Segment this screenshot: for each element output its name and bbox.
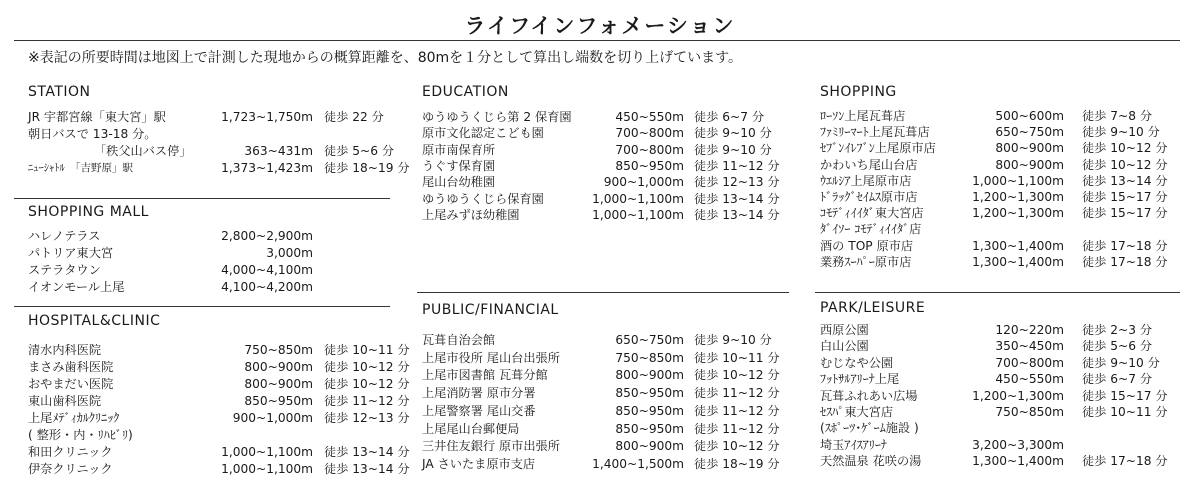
shopping-section (820, 84, 897, 100)
park-walk-time: 徒歩 15~17 分 (1082, 388, 1168, 403)
park-row (820, 453, 1182, 470)
education-name: 尾山台幼稚園 (422, 175, 496, 190)
shopping-row (820, 205, 1182, 222)
station-section (28, 84, 390, 100)
shopping-row (820, 173, 1182, 190)
park-name: 西原公園 (820, 323, 869, 337)
shopping-name: ﾛｰｿﾝ上尾瓦葺店 (820, 109, 906, 123)
mall-row (28, 228, 424, 245)
park-row (820, 388, 1182, 405)
mall-row (28, 245, 424, 262)
education-distance: 1,000~1,100m (592, 207, 684, 222)
station-distance: 1,723~1,750m (221, 110, 313, 124)
education-row (422, 158, 794, 175)
station-row (28, 143, 424, 160)
education-divider (417, 292, 789, 293)
station-divider (14, 198, 390, 199)
shopping-walk-time: 徒歩 13~14 分 (1082, 173, 1168, 188)
hospital-name: 東山歯科医院 (28, 394, 102, 408)
mall-name: ハレノテラス (28, 229, 101, 243)
public-row (422, 438, 794, 455)
park-distance: 750~850m (995, 405, 1064, 419)
education-name: 原市文化認定こども園 (422, 126, 544, 141)
station-name: JR 宇都宮線「東大宮」駅 (28, 110, 166, 124)
park-walk-time: 徒歩 17~18 分 (1082, 454, 1168, 469)
education-walk-time: 徒歩 9~10 分 (694, 142, 772, 157)
education-distance: 850~950m (615, 158, 684, 173)
public-name: 三井住友銀行 原市出張所 (422, 439, 560, 454)
education-walk-time: 徒歩 11~12 分 (694, 158, 780, 173)
station-walk-time: 徒歩 18~19 分 (324, 161, 410, 175)
mall-name: パトリア東大宮 (28, 246, 114, 260)
distance-note: ※表記の所要時間は地図上で計測した現地からの概算距離を、80mを１分として算出し端数を切り上げています。 (28, 50, 743, 66)
shopping-row (820, 189, 1182, 206)
education-distance: 700~800m (615, 126, 684, 141)
park-row (820, 338, 1182, 355)
park-distance: 1,300~1,400m (972, 454, 1064, 469)
park-distance: 1,200~1,300m (972, 388, 1064, 403)
education-row (422, 174, 794, 191)
mall-name: ステラタウン (28, 263, 101, 277)
education-walk-time: 徒歩 13~14 分 (694, 191, 780, 206)
hospital-distance: 800~900m (244, 377, 313, 391)
hospital-distance: 1,000~1,100m (221, 445, 313, 459)
education-walk-time: 徒歩 9~10 分 (694, 126, 772, 141)
public-row (422, 421, 794, 438)
park-row (820, 322, 1182, 339)
mall-section (28, 204, 149, 220)
shopping-distance: 500~600m (995, 109, 1064, 123)
station-walk-time: 徒歩 5~6 分 (324, 144, 395, 158)
hospital-name: 伊奈クリニック (28, 462, 113, 476)
hospital-walk-time: 徒歩 10~12 分 (324, 377, 410, 391)
public-row (422, 350, 794, 367)
shopping-walk-time: 徒歩 10~12 分 (1082, 141, 1168, 156)
station-distance: 363~431m (244, 144, 313, 158)
shopping-distance: 1,200~1,300m (972, 190, 1064, 204)
education-distance: 450~550m (615, 110, 684, 124)
hospital-heading: HOSPITAL&CLINIC (28, 313, 161, 329)
hospital-walk-time: 徒歩 11~12 分 (324, 394, 410, 408)
education-name: 原市南保育所 (422, 142, 496, 157)
shopping-walk-time: 徒歩 10~12 分 (1082, 157, 1168, 172)
public-row (422, 403, 794, 420)
hospital-row (28, 444, 424, 461)
park-row (820, 437, 1182, 454)
park-name: ｾｽﾊﾟ東大宮店 (820, 405, 894, 419)
public-walk-time: 徒歩 11~12 分 (694, 386, 780, 401)
shopping-distance: 1,200~1,300m (972, 206, 1064, 221)
public-distance: 800~900m (615, 439, 684, 454)
education-name: 上尾みずほ幼稚園 (422, 207, 520, 222)
public-walk-time: 徒歩 10~12 分 (694, 368, 780, 383)
shopping-row (820, 221, 1182, 238)
park-walk-time: 徒歩 9~10 分 (1082, 355, 1160, 370)
public-distance: 850~950m (615, 421, 684, 436)
park-name: むじなや公園 (820, 355, 894, 370)
park-walk-time: 徒歩 2~3 分 (1082, 323, 1153, 337)
hospital-name: おやまだい医院 (28, 377, 114, 391)
hospital-section (28, 313, 160, 329)
shopping-heading: SHOPPING (820, 84, 897, 100)
park-distance: 450~550m (995, 372, 1064, 387)
public-row (422, 456, 794, 473)
public-name: 上尾市役所 尾山台出張所 (422, 350, 560, 365)
station-walk-time: 徒歩 22 分 (324, 110, 384, 124)
public-distance: 850~950m (615, 386, 684, 401)
public-walk-time: 徒歩 18~19 分 (694, 456, 780, 471)
education-row (422, 109, 794, 126)
hospital-row (28, 359, 424, 376)
hospital-row (28, 393, 424, 410)
hospital-distance: 800~900m (244, 360, 313, 374)
station-heading: STATION (28, 84, 91, 100)
public-section (422, 302, 559, 318)
hospital-row (28, 410, 424, 427)
public-row (422, 332, 794, 349)
shopping-row (820, 254, 1182, 271)
public-distance: 1,400~1,500m (592, 456, 684, 471)
shopping-distance: 800~900m (995, 141, 1064, 156)
education-distance: 900~1,000m (603, 175, 684, 190)
mall-name: イオンモール上尾 (28, 280, 125, 294)
public-distance: 750~850m (615, 350, 684, 365)
park-distance: 3,200~3,300m (972, 437, 1064, 452)
public-name: 上尾尾山台郵便局 (422, 421, 520, 436)
park-name: 白山公園 (820, 339, 869, 354)
education-row (422, 125, 794, 142)
public-distance: 800~900m (615, 368, 684, 383)
mall-distance: 2,800~2,900m (221, 229, 313, 243)
public-row (422, 385, 794, 402)
shopping-walk-time: 徒歩 15~17 分 (1082, 190, 1168, 204)
shopping-name: ｺﾓﾃﾞｨｲｲﾀﾞ東大宮店 (820, 206, 924, 221)
public-name: 上尾警察署 尾山交番 (422, 403, 536, 418)
shopping-walk-time: 徒歩 9~10 分 (1082, 125, 1160, 140)
hospital-row (28, 427, 424, 444)
park-row (820, 404, 1182, 421)
mall-distance: 4,100~4,200m (221, 280, 313, 294)
hospital-row (28, 376, 424, 393)
park-name: (ｽﾎﾟｰﾂ･ｹﾞｰﾑ施設 ) (820, 421, 919, 436)
park-walk-time: 徒歩 10~11 分 (1082, 405, 1168, 419)
shopping-distance: 1,000~1,100m (972, 173, 1064, 188)
hospital-walk-time: 徒歩 13~14 分 (324, 462, 410, 476)
page-title: ライフインフォメーション (464, 14, 736, 38)
hospital-distance: 1,000~1,100m (221, 462, 313, 476)
public-walk-time: 徒歩 10~11 分 (694, 350, 780, 365)
shopping-name: 酒の TOP 原市店 (820, 238, 914, 253)
park-distance: 700~800m (995, 355, 1064, 370)
shopping-row (820, 238, 1182, 255)
public-name: 上尾市図書館 瓦葺分館 (422, 368, 548, 383)
education-distance: 700~800m (615, 142, 684, 157)
hospital-walk-time: 徒歩 10~11 分 (324, 343, 410, 357)
shopping-name: ﾀﾞｲｿｰ ｺﾓﾃﾞｨｲｲﾀﾞ店 (820, 222, 922, 237)
park-distance: 120~220m (995, 323, 1064, 337)
public-row (422, 367, 794, 384)
mall-divider (14, 306, 390, 307)
station-row (28, 160, 424, 177)
title-divider (14, 40, 1180, 41)
station-name: 「秩父山バス停」 (94, 144, 192, 158)
public-walk-time: 徒歩 10~12 分 (694, 439, 780, 454)
station-name: 朝日バスで 13-18 分。 (28, 127, 157, 141)
shopping-divider (815, 292, 1180, 293)
education-heading: EDUCATION (422, 84, 509, 100)
public-name: 上尾消防署 原市分署 (422, 386, 536, 401)
shopping-name: 業務ｽｰﾊﾟｰ原市店 (820, 254, 912, 269)
public-distance: 650~750m (615, 333, 684, 347)
education-row (422, 207, 794, 224)
shopping-distance: 800~900m (995, 157, 1064, 172)
shopping-row (820, 108, 1182, 125)
public-heading: PUBLIC/FINANCIAL (422, 302, 559, 318)
hospital-walk-time: 徒歩 12~13 分 (324, 411, 410, 425)
hospital-distance: 900~1,000m (232, 411, 313, 425)
park-name: 埼玉ｱｲｽｱﾘｰﾅ (820, 437, 888, 452)
shopping-walk-time: 徒歩 17~18 分 (1082, 238, 1168, 253)
education-section (422, 84, 509, 100)
public-name: 瓦葺自治会館 (422, 333, 496, 347)
hospital-walk-time: 徒歩 13~14 分 (324, 445, 410, 459)
station-row (28, 109, 424, 126)
education-name: うぐす保育園 (422, 158, 496, 173)
station-name: ﾆｭｰｼｬﾄﾙ 「吉野原」駅 (28, 162, 133, 174)
shopping-name: ｾﾌﾞﾝｲﾚﾌﾞﾝ上尾原市店 (820, 141, 936, 156)
public-name: JA さいたま原市支店 (422, 456, 536, 471)
public-walk-time: 徒歩 11~12 分 (694, 403, 780, 418)
shopping-walk-time: 徒歩 7~8 分 (1082, 109, 1153, 123)
shopping-name: かわいち尾山台店 (820, 157, 918, 172)
park-walk-time: 徒歩 5~6 分 (1082, 339, 1153, 354)
mall-distance: 3,000m (266, 246, 313, 260)
park-name: ﾌｯﾄｻﾙｱﾘｰﾅ上尾 (820, 372, 900, 387)
shopping-distance: 650~750m (995, 125, 1064, 140)
mall-heading: SHOPPING MALL (28, 204, 149, 220)
hospital-name: 上尾ﾒﾃﾞｨｶﾙｸﾘﾆｯｸ (28, 411, 120, 425)
park-heading: PARK/LEISURE (820, 300, 926, 316)
shopping-distance: 1,300~1,400m (972, 254, 1064, 269)
education-walk-time: 徒歩 13~14 分 (694, 207, 780, 222)
park-name: 天然温泉 花咲の湯 (820, 454, 922, 469)
shopping-row (820, 157, 1182, 174)
shopping-name: ﾌｧﾐﾘｰﾏｰﾄ上尾瓦葺店 (820, 125, 930, 140)
education-name: ゆうゆうくじら第 2 保育園 (422, 110, 572, 124)
mall-row (28, 279, 424, 296)
education-walk-time: 徒歩 6~7 分 (694, 110, 765, 124)
mall-row (28, 262, 424, 279)
education-name: ゆうゆうくじら保育園 (422, 191, 544, 206)
park-row (820, 371, 1182, 388)
mall-distance: 4,000~4,100m (221, 263, 313, 277)
hospital-name: 清水内科医院 (28, 343, 102, 357)
shopping-row (820, 124, 1182, 141)
park-distance: 350~450m (995, 339, 1064, 354)
shopping-name: ﾄﾞﾗｯｸﾞｾｲﾑｽ原市店 (820, 190, 918, 204)
education-row (422, 191, 794, 208)
education-walk-time: 徒歩 12~13 分 (694, 175, 780, 190)
hospital-row (28, 461, 424, 478)
hospital-name: 和田クリニック (28, 445, 113, 459)
hospital-name: まさみ歯科医院 (28, 360, 114, 374)
hospital-distance: 850~950m (244, 394, 313, 408)
education-distance: 1,000~1,100m (592, 191, 684, 206)
park-row (820, 355, 1182, 372)
shopping-distance: 1,300~1,400m (972, 238, 1064, 253)
station-row (28, 126, 424, 143)
park-name: 瓦葺ふれあい広場 (820, 388, 918, 403)
shopping-walk-time: 徒歩 17~18 分 (1082, 254, 1168, 269)
public-walk-time: 徒歩 9~10 分 (694, 333, 772, 347)
public-walk-time: 徒歩 11~12 分 (694, 421, 780, 436)
hospital-name: ( 整形・内・ﾘﾊﾋﾞﾘ) (28, 428, 133, 442)
shopping-walk-time: 徒歩 15~17 分 (1082, 206, 1168, 221)
shopping-row (820, 140, 1182, 157)
hospital-distance: 750~850m (244, 343, 313, 357)
hospital-walk-time: 徒歩 10~12 分 (324, 360, 410, 374)
park-walk-time: 徒歩 6~7 分 (1082, 372, 1153, 387)
shopping-name: ｳｴﾙｼｱ上尾原市店 (820, 173, 912, 188)
station-distance: 1,373~1,423m (221, 161, 313, 175)
park-row (820, 420, 1182, 437)
education-row (422, 142, 794, 159)
hospital-row (28, 342, 424, 359)
park-section (820, 300, 925, 316)
public-distance: 850~950m (615, 403, 684, 418)
